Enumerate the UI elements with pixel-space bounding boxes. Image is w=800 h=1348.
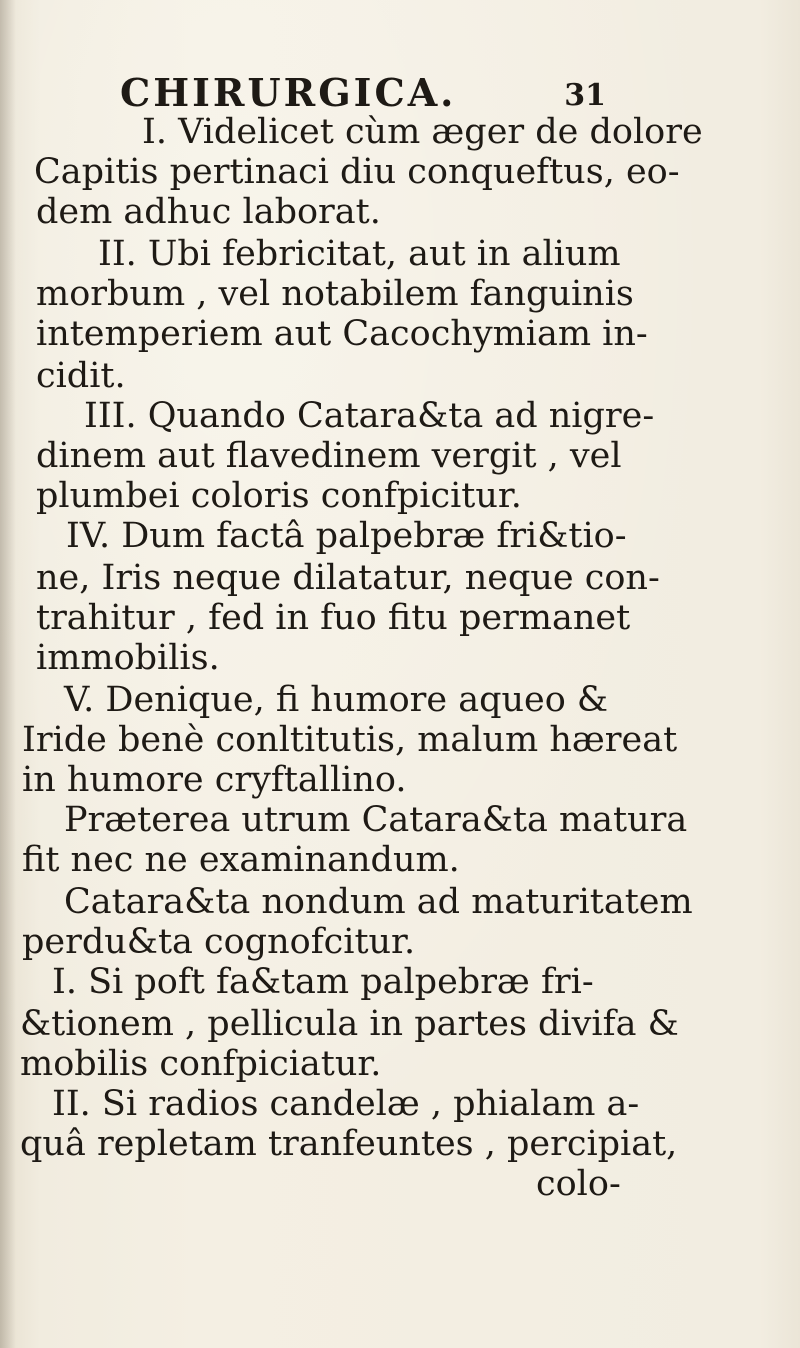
text-line: dem adhuc laborat. [36, 192, 381, 232]
text-line: II. Ubi febricitat, aut in alium [98, 234, 621, 274]
text-line: I. Si poft fa&tam palpebræ fri- [52, 962, 594, 1002]
text-line: mobilis confpiciatur. [20, 1044, 382, 1084]
text-line: perdu&ta cognofcitur. [22, 922, 416, 962]
text-line: trahitur , fed in fuo fitu permanet [36, 598, 631, 638]
text-line: dinem aut flavedinem vergit , vel [36, 436, 622, 476]
text-line: III. Quando Catara&ta ad nigre- [84, 396, 655, 436]
text-line: quâ repletam tranfeuntes , percipiat, [20, 1124, 678, 1164]
text-line: Præterea utrum Catara&ta matura [64, 800, 688, 840]
text-line: V. Denique, fi humore aqueo & [64, 680, 609, 720]
text-line: IV. Dum factâ palpebræ fri&tio- [66, 516, 627, 556]
text-line: Catara&ta nondum ad maturitatem [64, 882, 693, 922]
text-line: &tionem , pellicula in partes divifa & [20, 1004, 679, 1044]
text-line: plumbei coloris confpicitur. [36, 476, 522, 516]
page-header [120, 70, 606, 115]
text-line: Iride benè conltitutis, malum hæreat [22, 720, 678, 760]
text-line: immobilis. [36, 638, 220, 678]
text-line: intemperiem aut Cacochymiam in- [36, 314, 648, 354]
page-gutter-shadow [0, 0, 16, 1348]
text-line: fit nec ne examinandum. [22, 840, 460, 880]
catchword: colo- [536, 1164, 621, 1204]
text-line: II. Si radios candelæ , phialam a- [52, 1084, 640, 1124]
text-line: morbum , vel notabilem fanguinis [36, 274, 634, 314]
text-line: Capitis pertinaci diu conqueftus, eo- [34, 152, 680, 192]
running-head: CHIRURGICA. [120, 70, 457, 115]
text-line: I. Videlicet cùm æger de dolore [142, 112, 703, 152]
text-line: in humore cryftallino. [22, 760, 407, 800]
text-line: cidit. [36, 356, 126, 396]
text-line: ne, Iris neque dilatatur, neque con- [36, 558, 660, 598]
page-number: 31 [564, 78, 606, 113]
